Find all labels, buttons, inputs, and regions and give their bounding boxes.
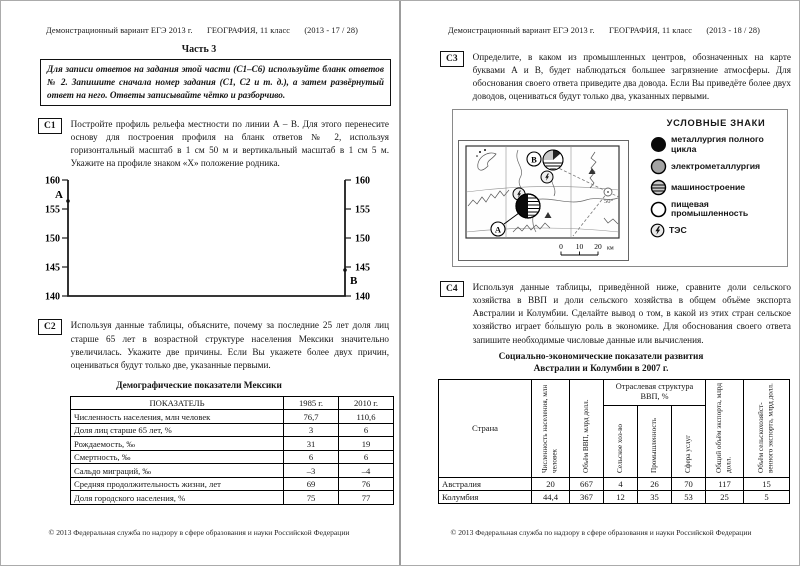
svg-text:155: 155 [355, 204, 370, 216]
header-doc-title: Демонстрационный вариант ЕГЭ 2013 г. [448, 26, 595, 35]
svg-text:145: 145 [45, 262, 60, 274]
page-header [448, 26, 760, 35]
cell-value: 25 [706, 490, 744, 503]
industrial-map-figure [452, 109, 788, 267]
legend-label: машиностроение [671, 181, 746, 192]
col-header-agriculture: Сельское хоз-во [604, 405, 638, 477]
table-row [439, 477, 790, 490]
svg-text:140: 140 [355, 291, 370, 303]
page-footer: © 2013 Федеральная служба по надзору в сфере образования и науки Российской Федерации [48, 528, 350, 537]
table-row [439, 490, 790, 503]
legend-label: ТЭС [669, 224, 687, 235]
row-label: Численность населения, млн человек [71, 410, 284, 424]
cell-value: 6 [339, 450, 394, 464]
cell-value: 76,7 [284, 410, 339, 424]
svg-text:км: км [607, 245, 614, 252]
table-row [71, 464, 394, 478]
latitude-label: 50° [604, 198, 614, 206]
right-page [402, 0, 800, 566]
cell-value: 6 [339, 423, 394, 437]
legend-label: пищевая промышленность [671, 199, 749, 219]
cell-value: 19 [339, 437, 394, 451]
header-page-number: (2013 - 18 / 28) [706, 26, 760, 35]
instruction-box: Для записи ответов на задания этой части (С1–С6) используйте бланк ответов № 2. Запишите сначала номер задания (С1, С2 и т. д.), а затем развёрнутый ответ на него. Ответы записывайте чётко и разборчиво. [40, 59, 391, 106]
legend-item [650, 135, 782, 154]
legend-item [650, 200, 782, 219]
map-label-b [527, 152, 541, 166]
socioeconomic-table [438, 379, 790, 504]
col-header-indicator: ПОКАЗАТЕЛЬ [71, 396, 284, 410]
cell-value: 110,6 [339, 410, 394, 424]
table-header-row [439, 379, 790, 405]
cell-value: 117 [706, 477, 744, 490]
legend-item [650, 158, 782, 175]
svg-text:10: 10 [575, 242, 584, 252]
task-c3-label: С3 [440, 51, 464, 67]
point-b-label: В [350, 275, 358, 288]
table-row [71, 410, 394, 424]
full-cycle-metallurgy-icon [650, 136, 667, 153]
header-doc-title: Демонстрационный вариант ЕГЭ 2013 г. [46, 26, 193, 35]
cell-value: 4 [604, 477, 638, 490]
cell-value: 44,4 [532, 490, 570, 503]
map-label-a [491, 222, 505, 236]
svg-text:145: 145 [355, 262, 370, 274]
task-c4-label: С4 [440, 281, 464, 297]
header-subject: ГЕОГРАФИЯ, 11 класс [608, 26, 693, 35]
electrometallurgy-icon [650, 158, 667, 175]
thermal-power-symbol [541, 171, 553, 183]
industrial-center-b-symbol [542, 150, 564, 170]
page-divider [399, 0, 401, 566]
cell-value: 76 [339, 477, 394, 491]
map-legend [650, 118, 782, 242]
task-c1-text: Постройте профиль рельефа местности по линии А – В. Для этого перенесите основу для построения профиля на бланк ответов № 2, используя горизонтальный масштаб в 1 см 50 м и вертикальный масштаб в 1 см 5 м. Укажите на профиле знаком «Х» положение родника. [70, 119, 389, 169]
cell-value: 53 [672, 490, 706, 503]
industrial-center-a-symbol [516, 194, 541, 218]
svg-text:0: 0 [559, 242, 563, 252]
cell-value: 15 [744, 477, 790, 490]
table-header-row [71, 396, 394, 410]
task-c3 [440, 51, 791, 103]
svg-text:150: 150 [355, 233, 370, 245]
col-header-agro-export: Объём сельскохозяйст-венного экспорта, млрд долл. [744, 379, 790, 477]
point-b-marker [343, 269, 347, 273]
table-row [71, 437, 394, 451]
thermal-power-icon [650, 223, 665, 238]
elevation-profile-chart [30, 174, 398, 311]
industrial-map [458, 140, 629, 261]
cell-value: 667 [570, 477, 604, 490]
row-label: Доля лиц старше 65 лет, % [71, 423, 284, 437]
col-header-gdp-structure: Отраслевая структура ВВП, % [604, 379, 706, 405]
left-page [0, 0, 398, 566]
svg-text:А: А [494, 224, 502, 235]
task-c2-label: С2 [38, 319, 62, 335]
cell-value: 12 [604, 490, 638, 503]
cell-value: –3 [284, 464, 339, 478]
point-a-label: А [55, 189, 63, 202]
cell-value: 35 [638, 490, 672, 503]
demo-table-title: Демографические показатели Мексики [116, 380, 282, 391]
task-c4 [440, 281, 791, 346]
cell-value: 70 [672, 477, 706, 490]
row-label: Австралия [439, 477, 532, 490]
cell-value: 75 [284, 491, 339, 505]
task-c1-label: С1 [38, 118, 62, 134]
soc-table-title-line1: Социально-экономические показатели развития [498, 351, 704, 362]
cell-value: –4 [339, 464, 394, 478]
row-label: Колумбия [439, 490, 532, 503]
svg-text:155: 155 [45, 204, 60, 216]
food-industry-icon [650, 201, 667, 218]
cell-value: 26 [638, 477, 672, 490]
header-subject: ГЕОГРАФИЯ, 11 класс [206, 26, 291, 35]
row-label: Сальдо миграций, ‰ [71, 464, 284, 478]
cell-value: 367 [570, 490, 604, 503]
legend-label: электрометаллургия [671, 160, 761, 171]
legend-item [650, 223, 782, 238]
header-page-number: (2013 - 17 / 28) [304, 26, 358, 35]
legend-title: УСЛОВНЫЕ ЗНАКИ [666, 118, 766, 129]
col-header-population: Численность населения, млн человек [532, 379, 570, 477]
task-c1 [38, 118, 389, 170]
cell-value: 20 [532, 477, 570, 490]
svg-text:20: 20 [594, 242, 602, 252]
cell-value: 69 [284, 477, 339, 491]
table-row [71, 477, 394, 491]
town-circle [604, 188, 612, 196]
col-header-services: Сфера услуг [672, 405, 706, 477]
svg-text:В: В [531, 154, 537, 165]
page-header [46, 26, 358, 35]
row-label: Доля городского населения, % [71, 491, 284, 505]
svg-text:150: 150 [45, 233, 60, 245]
machine-building-icon [650, 179, 667, 196]
task-c2 [38, 319, 389, 371]
svg-text:160: 160 [45, 175, 60, 187]
col-header-export: Общий объём экспорта, млрд долл. [706, 379, 744, 477]
table-row [71, 450, 394, 464]
soc-table-title-line2: Австралии и Колумбии в 2007 г. [533, 363, 669, 374]
task-c3-text: Определите, в каком из промышленных центров, обозначенных на карте буквами А и В, будет наблюдаться большее загрязнение атмосферы. Для обоснования своего ответа приведите два довода. Если Вы приведёте более двух доводов, оцениваться будут только два, указанных первыми. [472, 52, 791, 102]
point-a-marker [66, 200, 70, 204]
col-header-1985: 1985 г. [284, 396, 339, 410]
cell-value: 6 [284, 450, 339, 464]
svg-text:140: 140 [45, 291, 60, 303]
row-label: Смертность, ‰ [71, 450, 284, 464]
cell-value: 77 [339, 491, 394, 505]
table-row [71, 491, 394, 505]
legend-label: металлургия полного цикла [671, 134, 764, 154]
svg-text:160: 160 [355, 175, 370, 187]
cell-value: 31 [284, 437, 339, 451]
task-c2-text: Используя данные таблицы, объясните, почему за последние 25 лет доля лиц старше 65 лет в возрастной структуре населения Мексики значительно увеличилась. Укажите две причины. Если Вы укажете более двух причин, оцениваться будут только две, указанные первыми. [70, 320, 389, 370]
part-title: Часть 3 [181, 44, 217, 55]
row-label: Средняя продолжительность жизни, лет [71, 477, 284, 491]
task-c4-text: Используя данные таблицы, приведённой ниже, сравните доли сельского хозяйства в ВВП и доли сельского хозяйства в общем объёме экспорта Австралии и Колумбии. Сделайте вывод о том, в какой из этих стран сельское хозяйство играет бо́льшую роль в экономике. Для обоснования своего ответа запишите необходимые числовые данные или вычисления. [472, 282, 791, 345]
col-header-2010: 2010 г. [339, 396, 394, 410]
profile-axes [68, 180, 345, 296]
table-row [71, 423, 394, 437]
demographics-table [70, 396, 394, 505]
row-label: Рождаемость, ‰ [71, 437, 284, 451]
cell-value: 3 [284, 423, 339, 437]
col-header-country: Страна [439, 379, 532, 477]
cell-value: 5 [744, 490, 790, 503]
col-header-industry: Промышленность [638, 405, 672, 477]
col-header-gdp: Объём ВВП, млрд долл. [570, 379, 604, 477]
legend-item [650, 179, 782, 196]
page-footer: © 2013 Федеральная служба по надзору в сфере образования и науки Российской Федерации [450, 528, 752, 537]
